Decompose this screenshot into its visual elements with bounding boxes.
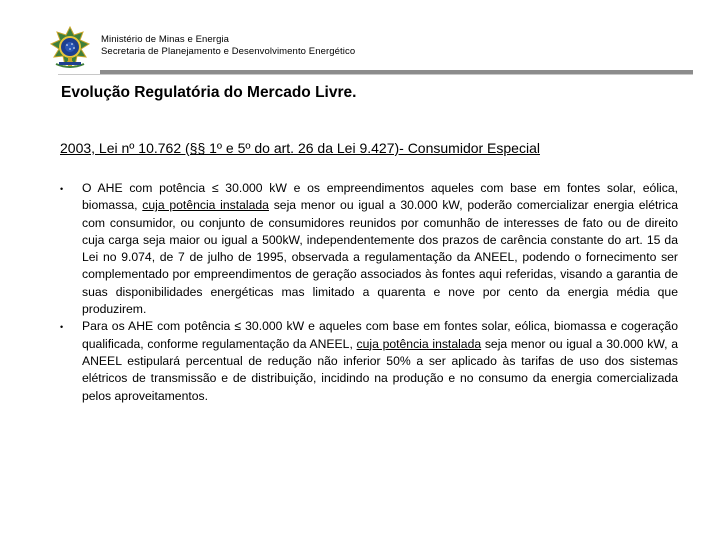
slide-title: Evolução Regulatória do Mercado Livre. bbox=[61, 84, 357, 101]
bullet-list bbox=[60, 180, 678, 405]
bullet-text bbox=[82, 318, 678, 404]
bullet-text bbox=[82, 180, 678, 318]
underlined-phrase: cuja potência instalada bbox=[142, 198, 269, 213]
bullet-text-part: O AHE com potência ≤ 30.000 kW e os empreendimentos aqueles com base em fontes solar, eólica, biomassa, bbox=[82, 181, 678, 213]
slide-subtitle: 2003, Lei nº 10.762 (§§ 1º e 5º do art. 26 da Lei 9.427)- Consumidor Especial bbox=[60, 140, 540, 156]
bullet-text-part: seja menor ou igual a 30.000 kW, poderão comercializar energia elétrica com consumidor, ou conjunto de consumidores reunidos por comunhão de interesses de fato ou de direito cuja carga seja maior ou igual a 500kW, independentemente dos prazos de carência constante do art. 15 da Lei no 9.074, de 7 de julho de 1995, observada a regulamentação da ANEEL, podendo o fornecimento ser complementado por empreendimentos de geração associados às fontes aqui referidas, visando a garantia de suas disponibilidades energéticas mas limitado a quarenta e nove por cento da energia média que produzirem. bbox=[82, 198, 679, 317]
bullet-mark: • bbox=[60, 184, 64, 194]
bullet-item bbox=[60, 180, 678, 318]
bullet-text-part: Para os AHE com potência ≤ 30.000 kW e aqueles com base em fontes solar, eólica, biomassa e cogeração qualificada, conforme regulamentação da ANEEL, bbox=[82, 319, 678, 351]
underlined-phrase: cuja potência instalada bbox=[356, 336, 482, 351]
bullet-text-part: seja menor ou igual a 30.000 kW, a ANEEL estipulará percentual de redução não inferior 50% a ser aplicado às tarifas de uso dos sistemas elétricos de transmissão e de distribuição, incidindo na produção e no consumo da energia comercializada pelos aproveitamentos. bbox=[82, 336, 679, 403]
ministry-name: Ministério de Minas e Energia bbox=[101, 34, 230, 45]
secretariat-name: Secretaria de Planejamento e Desenvolvimento Energético bbox=[101, 45, 356, 57]
bullet-mark: • bbox=[60, 322, 64, 333]
header-divider-shadow bbox=[58, 74, 693, 75]
header-text bbox=[101, 34, 355, 57]
bullet-item bbox=[60, 318, 678, 404]
brazil-coat-of-arms-icon bbox=[48, 26, 92, 70]
